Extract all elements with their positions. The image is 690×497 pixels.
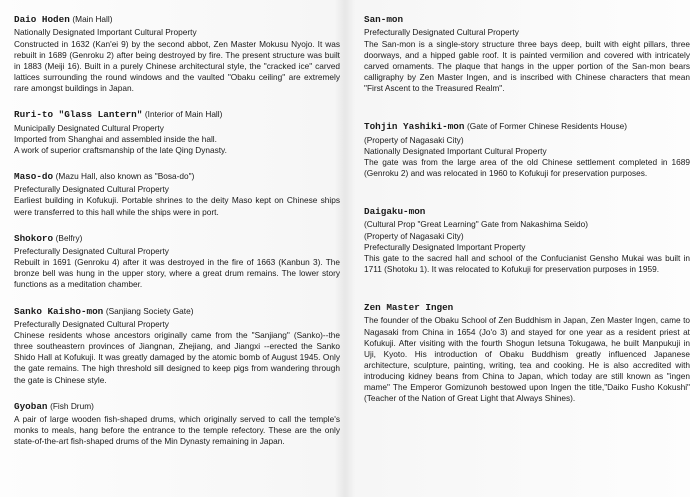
designation-line: Nationally Designated Important Cultural Property bbox=[364, 145, 547, 156]
section-tohjin-yashiki-mon bbox=[364, 120, 690, 179]
section-zen-master-ingen bbox=[364, 301, 690, 404]
designation-line: Prefecturally Designated Cultural Property bbox=[364, 27, 519, 38]
designation-line: Nationally Designated Important Cultural Property bbox=[14, 27, 197, 38]
section-title bbox=[14, 170, 340, 183]
section-title bbox=[364, 301, 690, 314]
section-subtitle: (Belfry) bbox=[55, 232, 83, 243]
section-subtitle: (Main Hall) bbox=[72, 14, 113, 24]
section-body: The San-mon is a single-story structure three bays deep, built with eight pillars, three doorways, and a hipped gable roof. It is painted vermilion and covered with intricately carved ornaments. The plaque that hangs in the upper portion of the San-mon bears calligraphy by Zen Master Ingen, and is inscribed with Chinese characters that mean "First Ascent to the Treasured Realm". bbox=[364, 38, 690, 93]
designation-line: (Cultural Prop "Great Learning" Gate from Nakashima Seido) bbox=[364, 219, 589, 230]
section-ruri-to-glass-lantern bbox=[14, 108, 340, 156]
designation-line: (Property of Nagasaki City) bbox=[364, 230, 464, 241]
designation-line: Prefecturally Designated Cultural Property bbox=[14, 246, 169, 257]
designation-line: Imported from Shanghai and assembled inside the hall. bbox=[14, 133, 217, 144]
section-body: Chinese residents whose ancestors originally came from the "Sanjiang" (Sanko)--the three southeastern provinces of Jiangnan, Zhejiang, and Jiangxi --erected the Sanko Shido Hall at Kofukuji. It was greatly damaged by the atomic bomb of August 1945. Only the gate remains. The high threshold sill designed to keep pigs from wandering through the gate is Chinese style. bbox=[14, 330, 340, 385]
section-subtitle: (Sanjiang Society Gate) bbox=[105, 305, 194, 316]
section-san-mon bbox=[364, 13, 690, 94]
section-title bbox=[14, 232, 340, 245]
section-daigaku-mon bbox=[364, 205, 690, 275]
section-title-main: Shokoro bbox=[14, 232, 54, 244]
section-title bbox=[14, 400, 340, 413]
section-title bbox=[364, 13, 690, 26]
section-subtitle: (Gate of Former Chinese Residents House) bbox=[467, 121, 628, 132]
designation-line: Prefecturally Designated Important Property bbox=[364, 241, 526, 252]
designation-line: Prefecturally Designated Cultural Property bbox=[14, 319, 169, 330]
section-gyoban bbox=[14, 400, 340, 448]
section-title-main: San-mon bbox=[364, 14, 404, 25]
left-column bbox=[14, 13, 340, 461]
section-body: Earliest building in Kofukuji. Portable shrines to the deity Maso kept on Chinese ships were transferred to this hall while the ships were in port. bbox=[14, 195, 340, 217]
section-title-main: Tohjin Yashiki-mon bbox=[364, 121, 465, 133]
designation-line: Municipally Designated Cultural Property bbox=[14, 122, 164, 133]
section-body: Rebuilt in 1691 (Genroku 4) after it was destroyed in the fire of 1663 (Kanbun 3). The bronze bell was hung in the upper story, where a great drum remains. The lower story functions as a meditation chamber. bbox=[14, 257, 340, 290]
section-title bbox=[364, 120, 690, 133]
section-title-main: Zen Master Ingen bbox=[364, 302, 454, 313]
section-subtitle: (Fish Drum) bbox=[50, 400, 94, 411]
section-title-main: Daio Hoden bbox=[14, 14, 70, 25]
designation-line: (Property of Nagasaki City) bbox=[364, 134, 464, 145]
section-title bbox=[14, 13, 340, 26]
section-title-main: Gyoban bbox=[14, 400, 48, 412]
section-title bbox=[364, 205, 690, 218]
section-body: A pair of large wooden fish-shaped drums, which originally served to call the temple's monks to meals, hang before the entrance to the temple refectory. These are the only state-of-the-art fish-shaped drums of the Min Dynasty remaining in Japan. bbox=[14, 414, 340, 447]
section-title bbox=[14, 108, 340, 121]
section-title-main: Maso-do bbox=[14, 170, 54, 182]
section-title-main: Daigaku-mon bbox=[364, 206, 426, 217]
section-body: The founder of the Obaku School of Zen Buddhism in Japan, Zen Master Ingen, came to Nagasaki from China in 1654 (Jo'o 3) and stayed for one year as a resident priest at Kofukuji. After visiting with the fourth Shogun Ietsuna Tokugawa, he built Manpukuji in Uji, Kyoto. His introduction of Obaku Buddhism greatly influenced Japanese architecture, sculpture, painting, writing, tea and cooking. He is also accredited with introducing kidney beans from China to Japan, which today are still known as "ingen mame" The Emperor Gomizunoh bestowed upon Ingen the title,"Daiko Fusho Kokushi" (Teacher of the Nation of Great Light that Always Shines). bbox=[364, 315, 690, 404]
section-title-main: Sanko Kaisho-mon bbox=[14, 305, 104, 317]
section-shokoro bbox=[14, 232, 340, 291]
designation-line: Prefecturally Designated Cultural Property bbox=[14, 184, 169, 195]
section-subtitle: (Mazu Hall, also known as "Bosa-do") bbox=[55, 170, 195, 181]
section-maso-do bbox=[14, 170, 340, 218]
section-subtitle: (Interior of Main Hall) bbox=[144, 109, 223, 120]
right-column bbox=[364, 13, 690, 418]
section-title-main: Ruri-to "Glass Lantern" bbox=[14, 109, 143, 121]
section-body: This gate to the sacred hall and school of the Confucianist Gensho Mukai was built in 1711 (Shotoku 1). It was relocated to Kofukuji for preservation purposes in 1959. bbox=[364, 252, 690, 274]
section-body: The gate was from the large area of the old Chinese settlement completed in 1689 (Genroku 2) and was relocated in 1960 to Kofukuji for preservation purposes. bbox=[364, 156, 690, 178]
designation-line: A work of superior craftsmanship of the late Qing Dynasty. bbox=[14, 144, 227, 155]
section-daio-hoden bbox=[14, 13, 340, 94]
section-body: Constructed in 1632 (Kan'ei 9) by the second abbot, Zen Master Mokusu Nyojo. It was rebuilt in 1689 (Genroku 2) after being destroyed by fire. The present structure was built in 1883 (Meiji 16). Built in a purely Chinese architectural style, the "cracked ice" carved lattices surrounding the round windows and the vaulted "Obaku ceiling" are extremely rare amongst buildings in Japan. bbox=[14, 38, 340, 93]
section-title bbox=[14, 305, 340, 318]
section-sanko-kaisho-mon bbox=[14, 305, 340, 386]
